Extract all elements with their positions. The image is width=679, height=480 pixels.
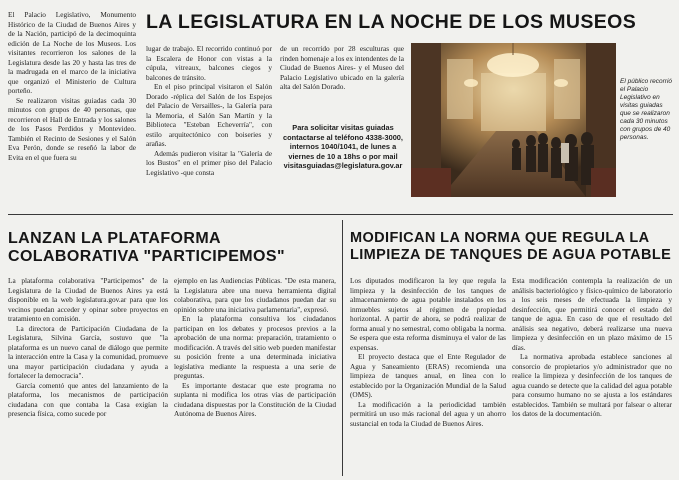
hall-illustration <box>411 43 616 197</box>
paragraph: En la plataforma consultiva los ciudadanos participan en los debates y procesos previos a la aprobación de una norma: preparación, tratamiento o modificación. A través del sitio web pueden manifestar su posición frente a una determinada iniciativa legislativa mediante la respuesta a una serie de preguntas. <box>174 314 336 380</box>
museos-col-3 <box>280 44 404 92</box>
museos-col-1 <box>8 10 136 162</box>
paragraph: García comentó que antes del lanzamiento de la plataforma, los mecanismos de participación ciudadana con que contaba la Casa exigían la presencia física, como sucede por <box>8 380 168 418</box>
tanques-col-1 <box>350 276 506 428</box>
headline-line: LIMPIEZA DE TANQUES DE AGUA POTABLE <box>350 247 672 263</box>
paragraph: Esta modificación contempla la realización de un análisis bacteriológico y físico-químico de laboratorio a los seis meses de efectuada la limpieza y desinfección, que permitirá conocer el estado del tanque de agua. En caso de que el resultado del análisis sea negativo, deberá realizarse una nueva limpieza y desinfección en un plazo máximo de 15 días. <box>512 276 672 352</box>
headline-line: COLABORATIVA "PARTICIPEMOS" <box>8 248 285 265</box>
paragraph: El Palacio Legislativo, Monumento Histórico de la Ciudad de Buenos Aires y de la Nación, participó de la decimoquinta edición de La Noche de los Museos. Los visitantes recorrieron los salones de la Legislatura desde las 20 y hasta las tres de la madrugada en el marco de la iniciativa que organizó el Ministerio de Cultura porteño. <box>8 10 136 95</box>
paragraph: Además pudieron visitar la "Galería de los Bustos" en el primer piso del Palacio Legislativo -que consta <box>146 148 272 177</box>
museos-headline: LA LEGISLATURA EN LA NOCHE DE LOS MUSEOS <box>146 11 637 33</box>
participemos-headline <box>8 230 338 266</box>
tanques-col-2 <box>512 276 672 419</box>
participemos-col-2 <box>174 276 336 419</box>
paragraph: Los diputados modificaron la ley que regula la limpieza y la desinfección de los tanques de almacenamiento de agua potable instalados en los inmuebles sujetos al régimen de propiedad horizontal. A partir de ahora, se podrá realizar de forma anual y no semestral, como obligaba la norma. Se espera que esta reforma disminuya el valor de las expensas. <box>350 276 506 352</box>
paragraph: de un recorrido por 28 esculturas que rinden homenaje a los ex intendentes de la Ciudad de Buenos Aires- y el Museo del Palacio Legislativo ubicado en la galería alta del Salón Dorado. <box>280 44 404 91</box>
visitas-info-box: Para solicitar visitas guiadas contactarse al teléfono 4338-3000, internos 1040/1041, de lunes a viernes de 10 a 18hs o por mail visitasguiadas@legislatura.gov.ar <box>283 123 403 171</box>
legislatura-hall-photo <box>411 43 616 197</box>
section-divider <box>8 214 673 215</box>
paragraph: En el piso principal visitaron el Salón Dorado -réplica del Salón de los Espejos del Palacio de Versailles-, la Galería para la Memoria, el Salón San Martín y la Biblioteca "Esteban Echeverría", con estilo arquitectónico con boiseries y arañas. <box>146 82 272 148</box>
headline-line: LANZAN LA PLATAFORMA <box>8 230 221 247</box>
paragraph: La normativa aprobada establece sanciones al consorcio de propietarios y/o administrador que no realice la limpieza y desinfección de los tanques de agua cuando se detecte que la calidad del agua potable para consumo humano no se ajusta a los estándares establecidos. También se multará por falsear o alterar los datos de la documentación. <box>512 352 672 418</box>
headline-line: MODIFICAN LA NORMA QUE REGULA LA <box>350 230 650 246</box>
photo-caption: El público recorrió el Palacio Legislativo en visitas guiadas que se realizaron cada 30 minutos con grupos de 40 personas. <box>620 78 673 141</box>
paragraph: El proyecto destaca que el Ente Regulador de Agua y Saneamiento (ERAS) recomienda una limpieza de tanques anual, en línea con lo establecido por la Organización Mundial de la Salud (OMS). <box>350 352 506 399</box>
tanques-headline <box>350 230 675 264</box>
paragraph: Se realizaron visitas guiadas cada 30 minutos con grupos de 40 personas, que recorrieron el Hall de Entrada y los salones de los Pasos Perdidos y Montevideo. También el Recinto de Sesiones y el Salón Eva Perón, donde se reseñó la labor de Evita en el que fuera su <box>8 95 136 162</box>
paragraph: La directora de Participación Ciudadana de la Legislatura, Silvina García, sostuvo que "la plataforma es un nuevo canal de diálogo que permite la interacción entre la Casa y la comunidad, promueve una mayor participación ciudadana y ayuda a fortalecer la democracia". <box>8 323 168 380</box>
museos-col-2 <box>146 44 272 177</box>
paragraph: La plataforma colaborativa "Participemos" de la Legislatura de la Ciudad de Buenos Aires ya está disponible en la web legislatura.gov.ar para que los vecinos puedan acceder y opinar sobre proyectos en tratamiento en comisión. <box>8 276 168 323</box>
paragraph: ejemplo en las Audiencias Públicas. "De esta manera, la Legislatura abre una nueva herramienta digital colaborativa, para que los ciudadanos puedan dar su opinión sobre una iniciativa parlamentaria", expresó. <box>174 276 336 314</box>
participemos-col-1 <box>8 276 168 419</box>
paragraph: La modificación a la periodicidad también permitirá un uso más racional del agua y un ahorro sustancial en toda la Ciudad de Buenos Aires. <box>350 399 506 428</box>
paragraph: Es importante destacar que este programa no suplanta ni modifica los otras vías de participación ciudadana dispuestas por la Constitución de la Ciudad Autónoma de Buenos Aires. <box>174 380 336 418</box>
paragraph: lugar de trabajo. El recorrido continuó por la Escalera de Honor con vistas a la cúpula, vitreaux, balcones ciegos y balcones de tránsito. <box>146 44 272 82</box>
column-divider <box>342 220 343 476</box>
